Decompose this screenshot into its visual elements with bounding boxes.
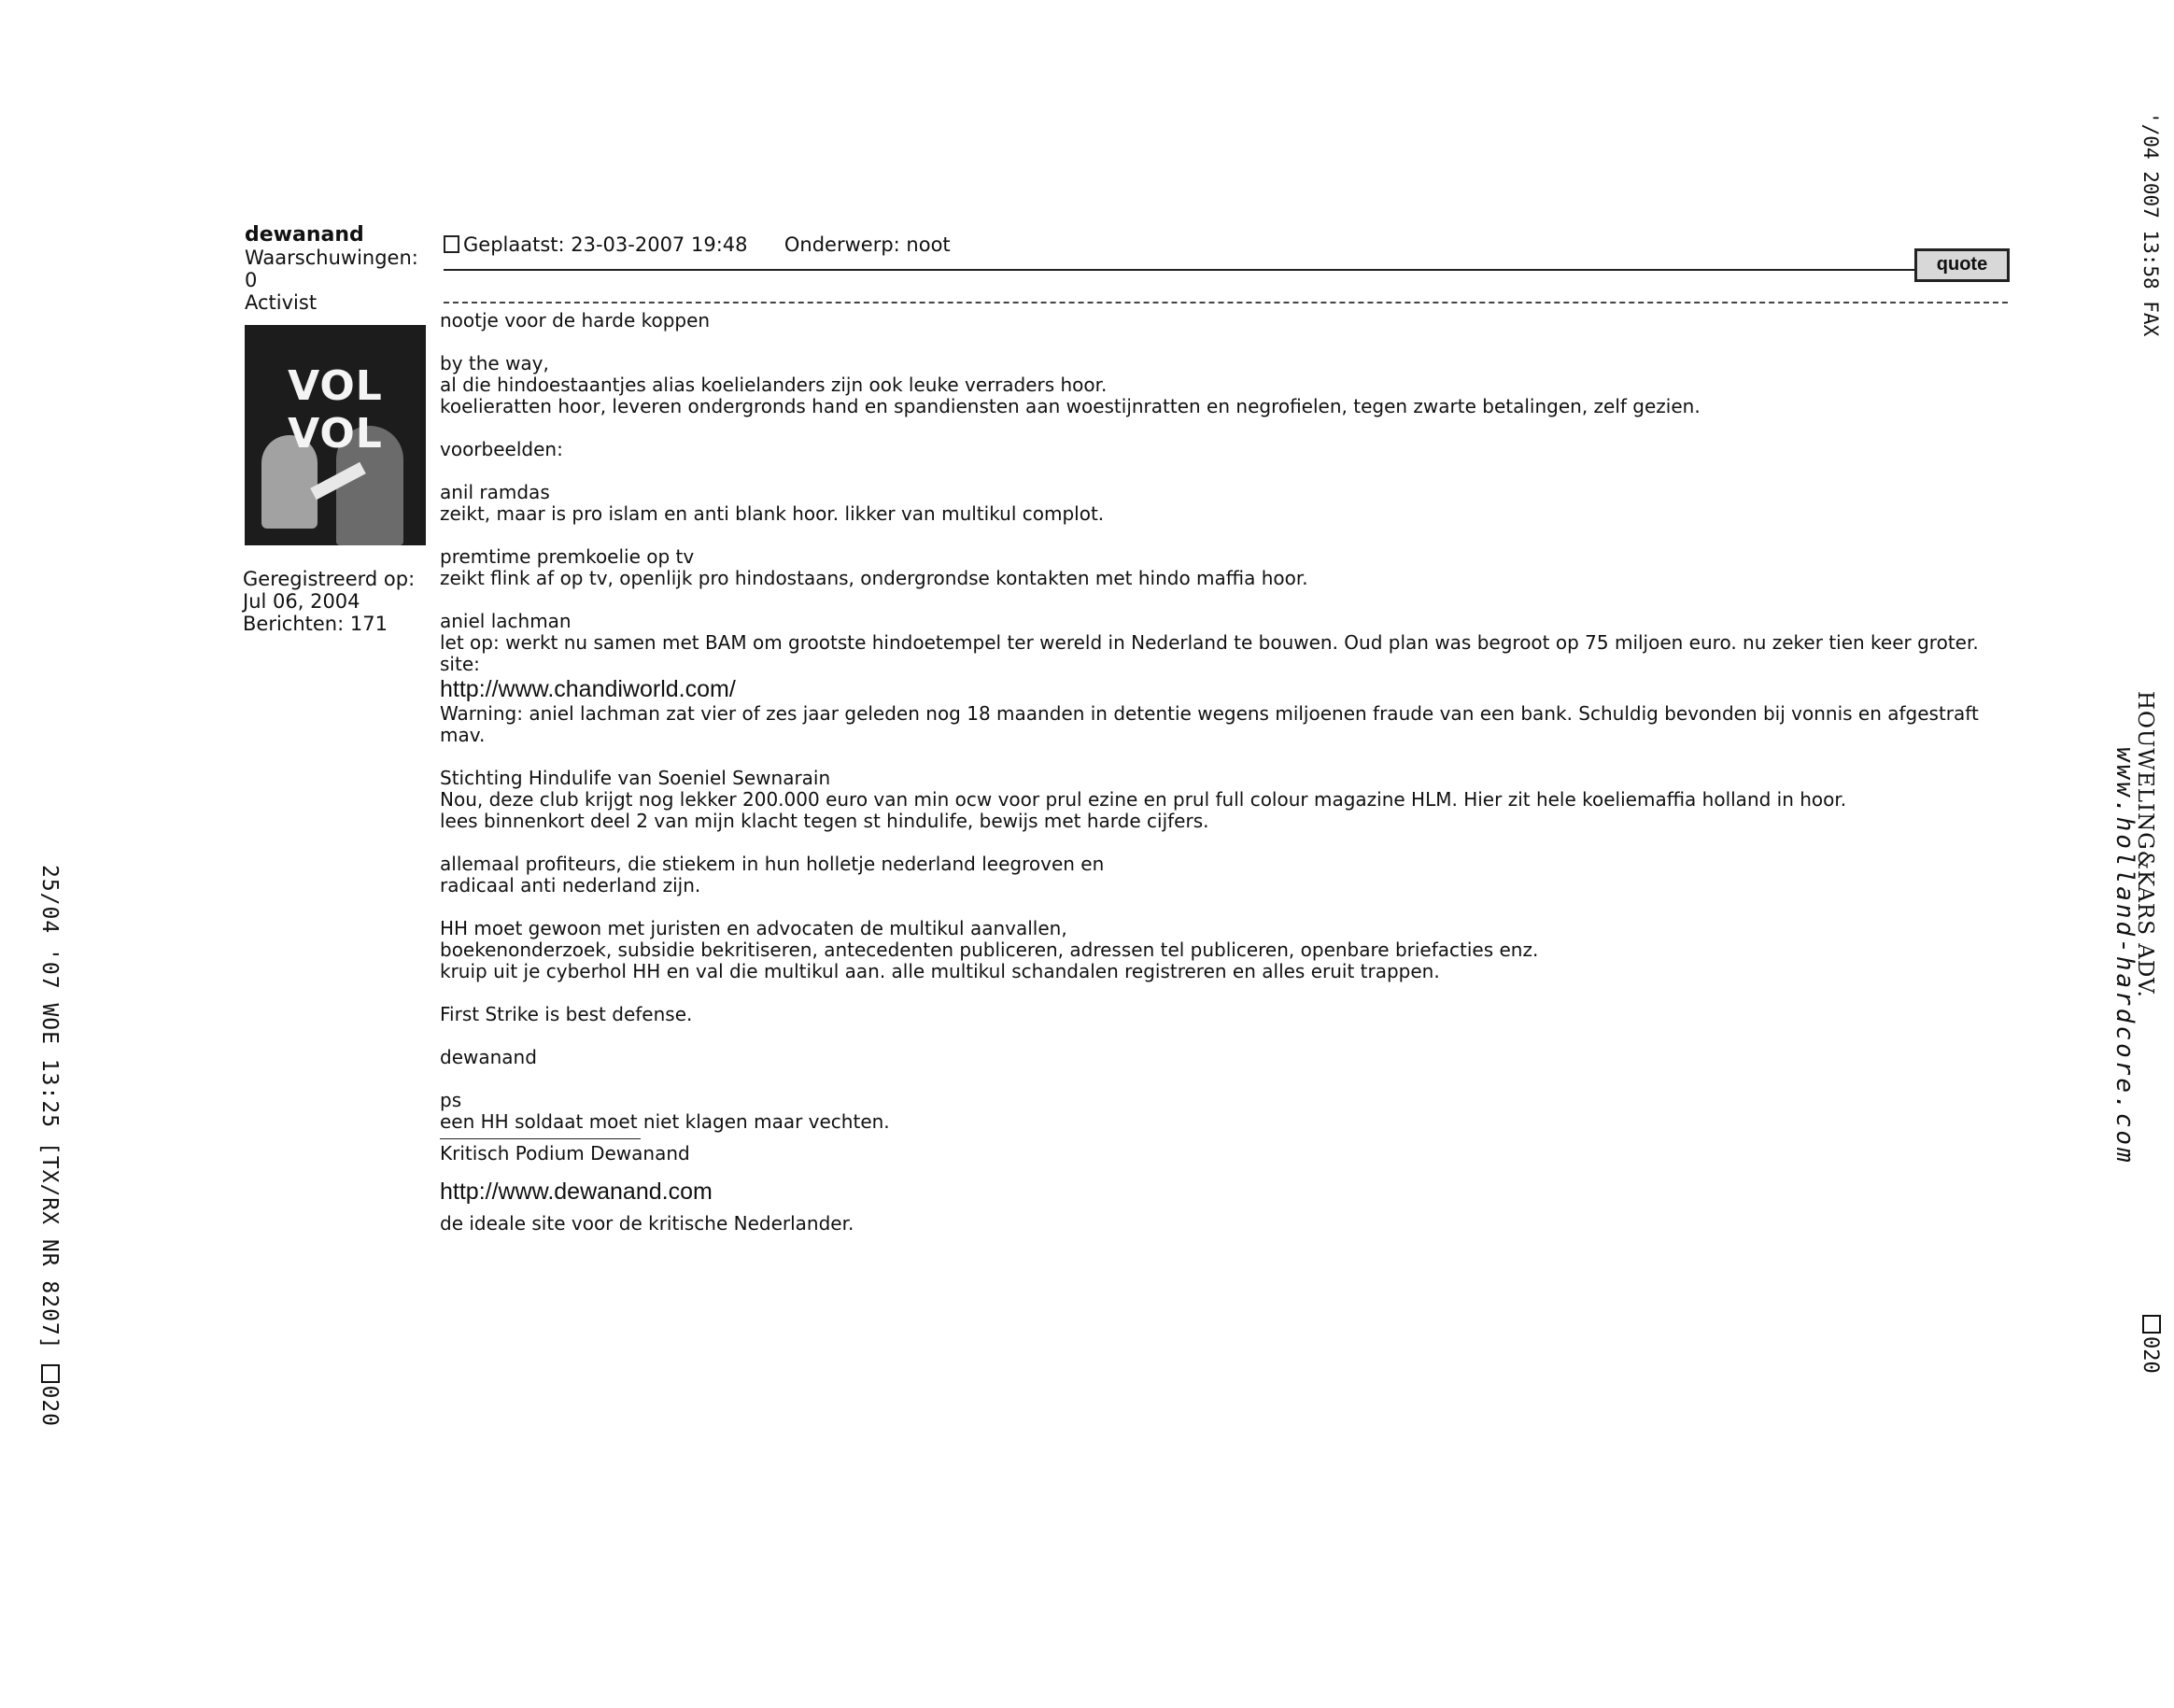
user-info: [245, 224, 431, 314]
avatar-text: VOL VOL: [288, 362, 383, 458]
fax-page-number: 020: [37, 1385, 62, 1428]
body-line: boekenonderzoek, subsidie bekritiseren, antecedenten publiceren, adressen tel publiceren, openbare briefacties enz.: [440, 939, 1539, 961]
body-line: aniel lachman: [440, 610, 572, 632]
post-body: [440, 310, 2018, 1235]
body-line: Warning: aniel lachman zat vier of zes jaar geleden nog 18 maanden in detentie wegens miljoenen fraude van een bank. Schuldig bevonden bij vonnis en afgestraft mav.: [440, 702, 1979, 746]
body-line: by the way,: [440, 352, 549, 374]
avatar: [245, 325, 426, 545]
fax-header-left: [13, 864, 62, 1708]
body-line: premtime premkoelie op tv: [440, 545, 695, 568]
registration-info: [243, 568, 439, 635]
fax-header-right: '/04 2007 13:58 FAX: [2139, 112, 2162, 337]
post-header: [444, 233, 2008, 273]
body-line: First Strike is best defense.: [440, 1003, 693, 1025]
body-line: ps: [440, 1089, 462, 1111]
body-line: anil ramdas: [440, 481, 550, 503]
posted-date: Geplaatst: 23-03-2007 19:48: [463, 233, 748, 256]
post-count: Berichten: 171: [243, 613, 388, 635]
page-box-icon: [41, 1363, 60, 1382]
quote-button[interactable]: quote: [1914, 248, 2010, 282]
body-divider: [444, 302, 2008, 303]
warnings-value: 0: [245, 269, 258, 291]
signature-divider: [440, 1138, 641, 1139]
header-divider: [444, 269, 1938, 271]
body-line: zeikt flink af op tv, openlijk pro hindostaans, ondergrondse kontakten met hindo maffia hoor.: [440, 567, 1308, 589]
fax-page-right: [2139, 1315, 2162, 1374]
body-line: allemaal profiteurs, die stiekem in hun holletje nederland leegroven en: [440, 853, 1105, 875]
chandiworld-link[interactable]: http://www.chandiworld.com/: [440, 676, 736, 702]
author-name[interactable]: dewanand: [245, 223, 364, 247]
signature-name: Kritisch Podium Dewanand: [440, 1142, 690, 1165]
post-link-icon[interactable]: [444, 235, 459, 253]
body-line: let op: werkt nu samen met BAM om grootste hindoetempel ter wereld in Nederland te bouwen. Oud plan was begroot op 75 miljoen euro. nu zeker tien keer groter. site:: [440, 631, 1979, 675]
warnings-label: Waarschuwingen:: [245, 247, 418, 269]
body-line: HH moet gewoon met juristen en advocaten de multikul aanvallen,: [440, 917, 1067, 939]
fax-header-text: 25/04 '07 WOE 13:25 [TX/RX NR 8207]: [37, 864, 62, 1350]
post-subject: Onderwerp: noot: [783, 233, 951, 256]
registered-date: Jul 06, 2004: [243, 590, 360, 613]
body-line: radicaal anti nederland zijn.: [440, 874, 701, 896]
handwritten-url: www.holland-hardcore.com: [2110, 747, 2139, 1165]
body-line: kruip uit je cyberhol HH en val die multikul aan. alle multikul schandalen registreren en alles eruit trappen.: [440, 960, 1440, 982]
body-line: zeikt, maar is pro islam en anti blank hoor. likker van multikul complot.: [440, 502, 1105, 525]
body-line: nootje voor de harde koppen: [440, 309, 711, 332]
body-line: een HH soldaat moet niet klagen maar vechten.: [440, 1110, 890, 1133]
signature-link[interactable]: http://www.dewanand.com: [440, 1179, 713, 1205]
body-line: voorbeelden:: [440, 438, 563, 460]
signature-tagline: de ideale site voor de kritische Nederlander.: [440, 1212, 854, 1235]
fax-sender: HOUWELING&KARS ADV.: [2133, 691, 2157, 998]
fax-page-number-right: 020: [2139, 1336, 2162, 1374]
body-line: al die hindoestaantjes alias koelielanders zijn ook leuke verraders hoor.: [440, 374, 1108, 396]
body-line: dewanand: [440, 1046, 537, 1068]
user-rank: Activist: [245, 291, 318, 314]
body-line: koelieratten hoor, leveren ondergronds hand en spandiensten aan woestijnratten en negrofielen, tegen zwarte betalingen, zelf gezien.: [440, 395, 1701, 417]
page-box-icon: [2142, 1315, 2161, 1334]
body-line: Nou, deze club krijgt nog lekker 200.000 euro van min ocw voor prul ezine en prul full colour magazine HLM. Hier zit hele koeliemaffia holland in hoor.: [440, 788, 1847, 811]
registered-label: Geregistreerd op:: [243, 568, 416, 590]
body-line: lees binnenkort deel 2 van mijn klacht tegen st hindulife, bewijs met harde cijfers.: [440, 810, 1209, 832]
body-line: Stichting Hindulife van Soeniel Sewnarain: [440, 767, 831, 789]
